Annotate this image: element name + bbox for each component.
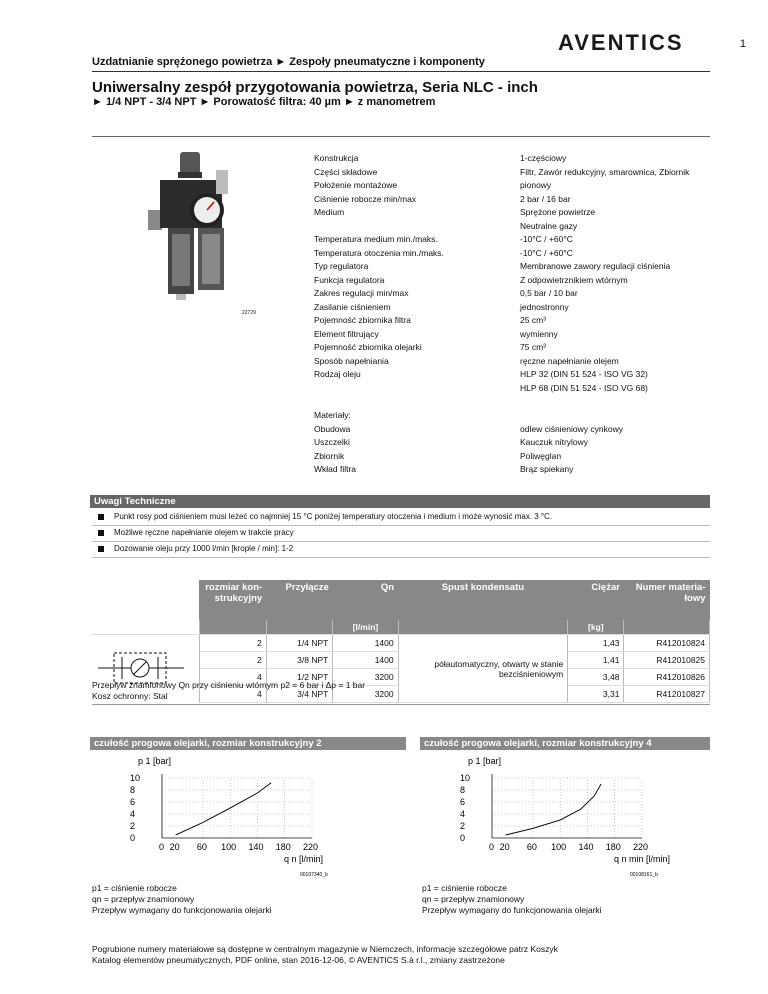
spec-key: Pojemność zbiornika filtra	[314, 315, 411, 325]
spec-row	[314, 193, 714, 207]
spec-row	[314, 274, 714, 288]
x-tick-label: 20	[169, 842, 180, 852]
spec-row	[314, 287, 714, 301]
table-footnote	[92, 680, 365, 702]
divider	[92, 704, 710, 705]
cell-weight: 1,41	[568, 652, 624, 669]
legend-line: Przepływ wymagany do funkcjonowania olejarki	[92, 905, 272, 915]
cell-port: 3/4 NPT	[266, 686, 333, 703]
column-header: Spust kondensatu	[398, 580, 568, 620]
cell-weight: 3,48	[568, 669, 624, 686]
units-row	[92, 620, 710, 635]
spec-value: Membranowe zawory regulacji ciśnienia	[520, 261, 671, 271]
footnote-flow: Przepływ znamionowy Qn przy ciśnieniu wtórnym p2 = 6 bar i Δp = 1 bar	[92, 680, 366, 690]
x-tick-label: 0	[489, 842, 495, 852]
spec-value: Poliwęglan	[520, 450, 562, 461]
spec-value: wymienny	[520, 328, 558, 339]
spec-row	[314, 341, 714, 355]
spec-value: Z odpowietrznikiem wtórnym	[520, 274, 628, 285]
legend-line: Przepływ wymagany do funkcjonowania olejarki	[422, 905, 602, 915]
note-item	[92, 526, 710, 542]
cell-part: R412010826	[624, 669, 710, 686]
x-tick-label: 100	[221, 842, 237, 852]
spec-row	[314, 314, 714, 328]
x-tick-label: 220	[303, 842, 319, 852]
spec-row	[314, 463, 714, 477]
y-tick-label: 4	[130, 809, 136, 819]
bullet-icon	[98, 530, 104, 536]
column-header: Qn	[333, 580, 398, 620]
note-text: Możliwe ręczne napełnianie olejem w trakcie pracy	[114, 528, 294, 537]
x-tick-label: 180	[275, 842, 291, 852]
cell-part: R412010825	[624, 652, 710, 669]
bullet-icon	[98, 546, 104, 552]
footnote-bowl: Kosz ochronny: Stal	[92, 691, 168, 701]
x-tick-label: 60	[196, 842, 207, 852]
bullet-icon	[98, 514, 104, 520]
spec-row	[314, 355, 714, 369]
spec-row	[314, 179, 714, 193]
spec-key: Funkcja regulatora	[314, 274, 385, 285]
x-tick-label: 60	[526, 842, 537, 852]
spec-value: 75 cm³	[520, 342, 546, 352]
x-tick-label: 100	[551, 842, 567, 852]
spec-key: Uszczelki	[314, 437, 350, 447]
legend-line: p1 = ciśnienie robocze	[92, 883, 177, 893]
y-tick-label: 0	[130, 833, 136, 843]
notes-heading: Uwagi Techniczne	[90, 495, 710, 508]
chart-legend-2	[422, 883, 602, 916]
chart-2	[450, 752, 710, 882]
chart-id: 00108161_b	[630, 872, 658, 878]
legend-line: qn = przepływ znamionowy	[422, 894, 525, 904]
cell-qn: 1400	[333, 635, 398, 652]
spec-value: Brąz spiekany	[520, 464, 574, 474]
x-tick-label: 140	[578, 842, 594, 852]
spec-key: Wkład filtra	[314, 464, 357, 474]
spec-value: Kauczuk nitrylowy	[520, 437, 589, 447]
spec-value: 1-częściowy	[520, 153, 567, 163]
spec-row	[314, 301, 714, 315]
spec-row	[314, 166, 714, 180]
note-item	[92, 510, 710, 526]
spec-key: Medium	[314, 207, 345, 217]
cell-weight: 3,31	[568, 686, 624, 703]
x-tick-label: 0	[159, 842, 165, 852]
spacer	[314, 395, 714, 409]
spec-row	[314, 152, 714, 166]
y-tick-label: 2	[460, 821, 466, 831]
spec-value: 0,5 bar / 10 bar	[520, 288, 578, 298]
cell-port: 3/8 NPT	[266, 652, 333, 669]
unit-cell	[624, 620, 710, 635]
column-header: rozmiar kon-strukcyjny	[199, 580, 266, 620]
spec-row	[314, 233, 714, 247]
spec-value: -10°C / +60°C	[520, 234, 573, 244]
breadcrumb: Uzdatnianie sprężonego powietrza ► Zespoły pneumatyczne i komponenty	[92, 56, 485, 68]
page-number: 1	[739, 38, 746, 50]
x-tick-label: 220	[633, 842, 649, 852]
units-cell	[92, 620, 199, 635]
spec-value: Filtr, Zawór redukcyjny, smarownica, Zbiornik	[520, 166, 690, 177]
series-line	[176, 783, 271, 835]
unit-cell	[199, 620, 266, 635]
spec-key: Sposób napełniania	[314, 355, 389, 366]
spec-key: Ciśnienie robocze min/max	[314, 193, 417, 204]
divider	[92, 71, 710, 72]
spec-key: Pojemność zbiornika olejarki	[314, 342, 422, 352]
spec-key: Obudowa	[314, 423, 351, 434]
cell-size: 2	[199, 652, 266, 669]
y-tick-label: 8	[130, 785, 136, 795]
spec-list	[314, 152, 714, 477]
spec-value: jednostronny	[520, 301, 569, 312]
spec-value: HLP 32 (DIN 51 524 - ISO VG 32) HLP 68 (DIN 51 524 - ISO VG 68)	[520, 369, 648, 393]
spec-key: Typ regulatora	[314, 261, 369, 271]
table-row	[92, 635, 710, 652]
table-header-row	[92, 580, 710, 620]
symbol-header	[92, 580, 199, 620]
spec-key: Zasilanie ciśnieniem	[314, 301, 391, 312]
spec-key: Konstrukcja	[314, 153, 359, 163]
spec-row	[314, 328, 714, 342]
cell-qn: 3200	[333, 669, 398, 686]
spec-key: Zakres regulacji min/max	[314, 288, 409, 298]
y-tick-label: 6	[460, 797, 466, 807]
unit-cell: [l/min]	[333, 620, 398, 635]
footer-line-2: Katalog elementów pneumatycznych, PDF online, stan 2016-12-06, © AVENTICS S.à r.l., zmiany zastrzeżone	[92, 955, 505, 965]
drain-cell: półautomatyczny, otwarty w stanie bezciśnieniowym	[398, 635, 568, 703]
cell-qn: 3200	[333, 686, 398, 703]
footer-line-1: Pogrubione numery materiałowe są dostępne w centralnym magazynie w Niemczech, informacje szczegółowe patrz Koszyk	[92, 944, 558, 954]
spec-value: 2 bar / 16 bar	[520, 193, 571, 204]
y-tick-label: 6	[130, 797, 136, 807]
brand-logo: AVENTICS	[558, 30, 684, 55]
materials-title: Materiały:	[314, 410, 351, 420]
column-header: Numer materia-łowy	[624, 580, 710, 620]
cell-port: 1/2 NPT	[266, 669, 333, 686]
cell-size: 4	[199, 669, 266, 686]
divider	[92, 136, 710, 137]
column-header: Ciężar	[568, 580, 624, 620]
spec-key: Części składowe	[314, 166, 378, 177]
cell-part: R412010824	[624, 635, 710, 652]
spec-row	[314, 450, 714, 464]
y-tick-label: 4	[460, 809, 466, 819]
series-line	[506, 784, 601, 835]
spec-row	[314, 206, 714, 233]
spec-key: Temperatura otoczenia min./maks.	[314, 247, 444, 258]
cell-qn: 1400	[333, 652, 398, 669]
x-axis-label: q n min [l/min]	[614, 854, 671, 864]
y-tick-label: 10	[130, 773, 141, 783]
page-footer	[92, 944, 558, 966]
y-axis-label: p 1 [bar]	[468, 756, 502, 766]
page-title: Uniwersalny zespół przygotowania powietrza, Seria NLC - inch	[92, 79, 538, 96]
unit-cell	[266, 620, 333, 635]
product-photo	[142, 150, 252, 302]
y-tick-label: 0	[460, 833, 466, 843]
cell-size: 2	[199, 635, 266, 652]
spec-key: Położenie montażowe	[314, 180, 398, 190]
chart-1	[120, 752, 380, 882]
spec-value: ręczne napełnianie olejem	[520, 355, 619, 366]
spec-key: Rodzaj oleju	[314, 369, 361, 379]
spec-value: -10°C / +60°C	[520, 247, 573, 258]
chart-title-2: czułość progowa olejarki, rozmiar konstrukcyjny 4	[420, 737, 710, 750]
column-header: Przyłącze	[266, 580, 333, 620]
legend-line: qn = przepływ znamionowy	[92, 894, 195, 904]
spec-row	[314, 436, 714, 450]
spec-value: odlew ciśnieniowy cynkowy	[520, 423, 623, 434]
spec-row	[314, 247, 714, 261]
spec-row	[314, 260, 714, 274]
note-text: Dozowanie oleju przy 1000 l/min [krople / min]: 1-2	[114, 544, 294, 553]
cell-port: 1/4 NPT	[266, 635, 333, 652]
y-tick-label: 8	[460, 785, 466, 795]
x-tick-label: 180	[605, 842, 621, 852]
x-tick-label: 20	[499, 842, 510, 852]
chart-legend-1	[92, 883, 272, 916]
cell-weight: 1,43	[568, 635, 624, 652]
spec-value: 25 cm³	[520, 315, 546, 325]
note-text: Punkt rosy pod ciśnieniem musi leżeć co najmniej 15 °C poniżej temperatury otoczenia i medium i może wynosić max. 3 °C.	[114, 512, 553, 521]
y-axis-label: p 1 [bar]	[138, 756, 172, 766]
spec-value: Sprężone powietrze Neutralne gazy	[520, 207, 596, 231]
spec-row	[314, 423, 714, 437]
spec-key: Element filtrujący	[314, 328, 379, 339]
unit-cell	[398, 620, 568, 635]
spec-key: Temperatura medium min./maks.	[314, 234, 438, 244]
cell-size: 4	[199, 686, 266, 703]
photo-id: 22729	[242, 310, 256, 316]
note-item	[92, 542, 710, 558]
y-tick-label: 10	[460, 773, 471, 783]
chart-id: 00107340_b	[300, 872, 328, 878]
spec-key: Zbiornik	[314, 450, 345, 461]
x-axis-label: q n [l/min]	[284, 854, 324, 864]
unit-cell: [kg]	[568, 620, 624, 635]
chart-title-1: czułość progowa olejarki, rozmiar konstrukcyjny 2	[90, 737, 406, 750]
legend-line: p1 = ciśnienie robocze	[422, 883, 507, 893]
notes-list	[92, 510, 710, 558]
page-subtitle: ► 1/4 NPT - 3/4 NPT ► Porowatość filtra: 40 µm ► z manometrem	[92, 96, 436, 108]
cell-part: R412010827	[624, 686, 710, 703]
y-tick-label: 2	[130, 821, 136, 831]
spec-value: pionowy	[520, 180, 552, 190]
x-tick-label: 140	[248, 842, 264, 852]
spec-row	[314, 368, 714, 395]
